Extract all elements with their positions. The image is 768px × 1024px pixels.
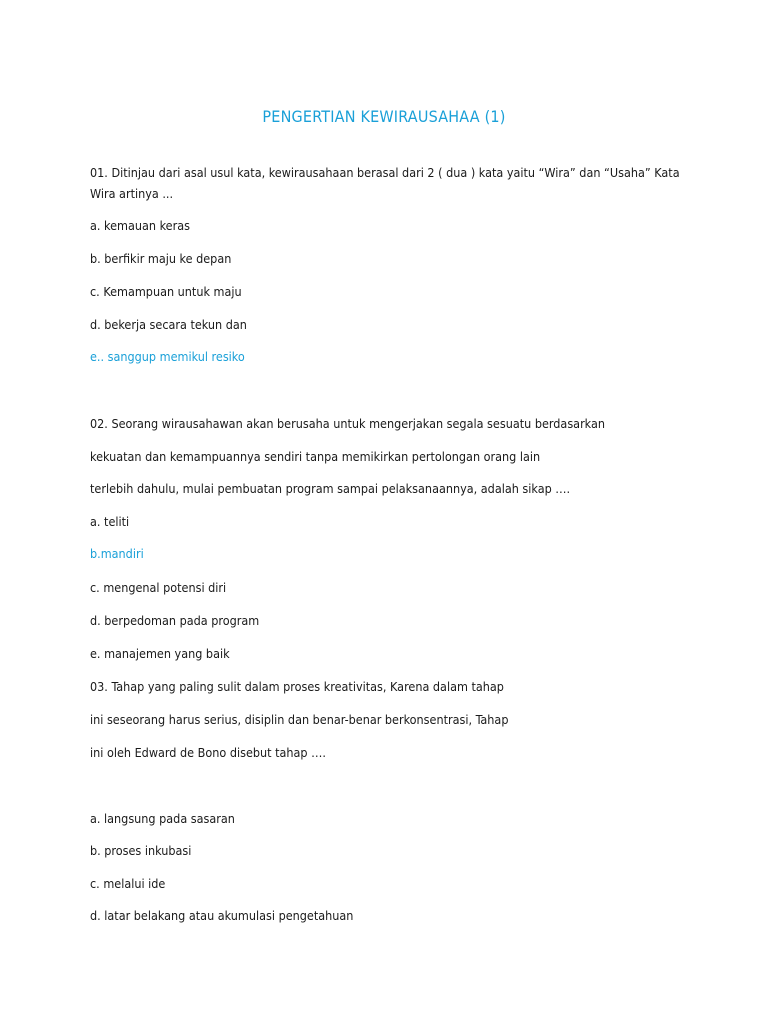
q2-text-line1: 02. Seorang wirausahawan akan berusaha untuk mengerjakan segala sesuatu berdasarkan: [90, 416, 605, 431]
q2-option-b-answer: b.mandiri: [90, 546, 144, 561]
q3-option-b: b. proses inkubasi: [90, 843, 192, 858]
q1-option-b: b. berfikir maju ke depan: [90, 251, 232, 266]
q1-option-a: a. kemauan keras: [90, 218, 190, 233]
q3-option-a: a. langsung pada sasaran: [90, 811, 235, 826]
q2-text-line2: kekuatan dan kemampuannya sendiri tanpa memikirkan pertolongan orang lain: [90, 449, 541, 464]
q1-text-line1: 01. Ditinjau dari asal usul kata, kewirausahaan berasal dari 2 ( dua ) kata yaitu “Wira” dan “Usaha” Kata: [90, 165, 680, 180]
q2-text-line3: terlebih dahulu, mulai pembuatan program sampai pelaksanaannya, adalah sikap ….: [90, 481, 571, 496]
q2-option-c: c. mengenal potensi diri: [90, 580, 227, 595]
q2-option-e: e. manajemen yang baik: [90, 646, 230, 661]
document-title: PENGERTIAN KEWIRAUSAHAA (1): [262, 107, 506, 126]
q3-option-c: c. melalui ide: [90, 876, 166, 891]
q1-option-c: c. Kemampuan untuk maju: [90, 284, 242, 299]
q1-text-line2: Wira artinya ...: [90, 186, 174, 201]
q2-option-a: a. teliti: [90, 514, 130, 529]
q1-option-e-answer: e.. sanggup memikul resiko: [90, 349, 245, 364]
q3-text-line1: 03. Tahap yang paling sulit dalam proses kreativitas, Karena dalam tahap: [90, 679, 504, 694]
q3-text-line2: ini seseorang harus serius, disiplin dan benar-benar berkonsentrasi, Tahap: [90, 712, 509, 727]
q3-option-d: d. latar belakang atau akumulasi pengetahuan: [90, 908, 354, 923]
q2-option-d: d. berpedoman pada program: [90, 613, 260, 628]
q3-text-line3: ini oleh Edward de Bono disebut tahap ….: [90, 745, 326, 760]
q1-option-d: d. bekerja secara tekun dan: [90, 317, 247, 332]
